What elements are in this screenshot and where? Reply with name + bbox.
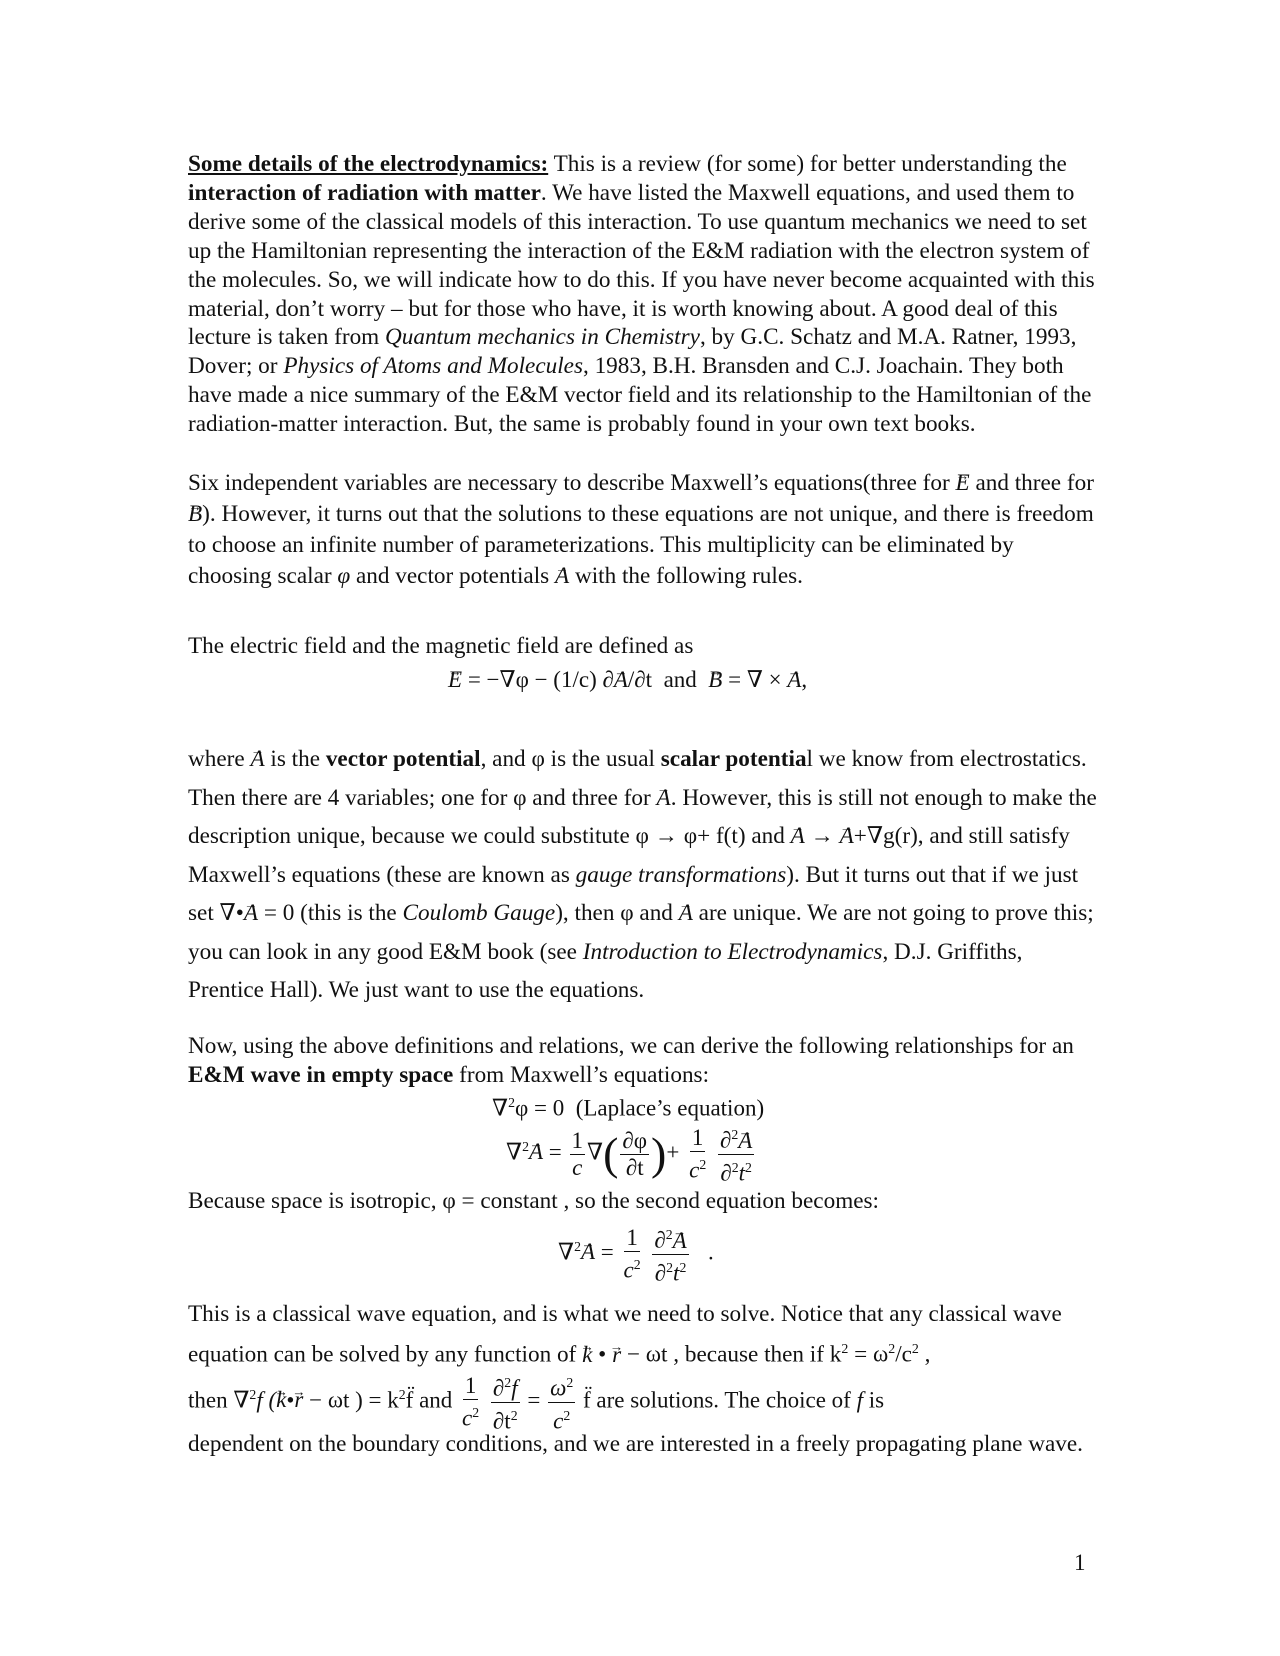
book-title: Physics of Atoms and Molecules — [283, 353, 583, 380]
potentials-paragraph: where → A is the vector potential, and φ is the usual scalar potential we know from electrostatics. Then there are 4 variables; one for φ and three for → A. However, this is still not enough to make the description unique, because we could substitute φ → φ+ f(t) and → A → → A+∇g(r), and still satisfy Maxwell’s equations (these are known as gauge transformations). But it turns out that if we just set ∇•→ A = 0 (this is the Coulomb Gauge), then φ and → A are unique. We are not going to prove this; you can look in any good E&M book (see Introduction to Electrodynamics, D.J. Griffiths, Prentice Hall). We just want to use the equations. — [188, 740, 1100, 1010]
solutions-line: then ∇$^2$f (→ k•→ r − ωt ) = $k^2f̈$ and $\frac{1}{c^2}$ $\frac{\partial^2f}{\partial t^2}$ = $\frac{\omega^2}{c^2}$ f̈ are solutions. The choice of f is — [188, 1370, 884, 1434]
field-definitions-equation: → E = −∇φ − (1/c) ∂→ A/∂t and → B = ∇ × → A, — [448, 666, 807, 694]
fields-intro: The electric field and the magnetic field are defined as — [188, 633, 694, 659]
closing-paragraph: dependent on the boundary conditions, and we are interested in a freely propagating plane wave. — [188, 1431, 1083, 1457]
page-number: 1 — [1074, 1550, 1086, 1575]
section-heading: Some details of the electrodynamics: — [188, 151, 549, 177]
book-title: Quantum mechanics in Chemistry — [385, 324, 700, 351]
six-variables-paragraph: Six independent variables are necessary to describe Maxwell’s equations(three for → E and three for → B). However, it turns out that the solutions to these equations are not unique, and there is freedom to choose an infinite number of parameterizations. This multiplicity can be eliminated by choosing scalar φ and vector potentials → A with the following rules. — [188, 468, 1100, 592]
vector-potential-equation: ∇$^2$→ A = $\frac{1}{c}$ ∇( $\frac{\partial\varphi}{\partial t}$ )+ $\frac{1}{c^2}$ $\frac{\partial^2\to A}{\partial^2t^2}$ — [506, 1122, 756, 1186]
isotropic-line: Because space is isotropic, φ = constant , so the second equation becomes: — [188, 1188, 879, 1214]
laplace-equation: ∇$^2$φ = 0 (Laplace’s equation) — [492, 1095, 765, 1121]
intro-paragraph: Some details of the electrodynamics: This is a review (for some) for better understanding the interaction of radiation with matter. We have listed the Maxwell equations, and used them to derive some of the classical models of this interaction. To use quantum mechanics we need to set up the Hamiltonian representing the interaction of the E&M radiation with the electron system of the molecules. So, we will indicate how to do this. If you have never become acquainted with this material, don’t worry – but for those who have, it is worth knowing about. A good deal of this lecture is taken from Quantum mechanics in Chemistry, by G.C. Schatz and M.A. Ratner, 1993, Dover; or Physics of Atoms and Molecules, 1983, B.H. Bransden and C.J. Joachain. They both have made a nice summary of the E&M vector field and its relationship to the Hamiltonian of the radiation-matter interaction. But, the same is probably found in your own text books. — [188, 151, 1095, 438]
classical-paragraph: This is a classical wave equation, and is what we need to solve. Notice that any classical wave equation can be solved by any function of → k • → r − ωt , because then if $k^2 = \omega^2/c^2$ , — [188, 1297, 1100, 1373]
wave-paragraph: Now, using the above definitions and relations, we can derive the following relationships for an E&M wave in empty space from Maxwell’s equations: — [188, 1033, 1074, 1088]
wave-equation: ∇$^2$→ A = $\frac{1}{c^2}$ $\frac{\partial^2\to A}{\partial^2t^2}$ . — [558, 1222, 714, 1286]
